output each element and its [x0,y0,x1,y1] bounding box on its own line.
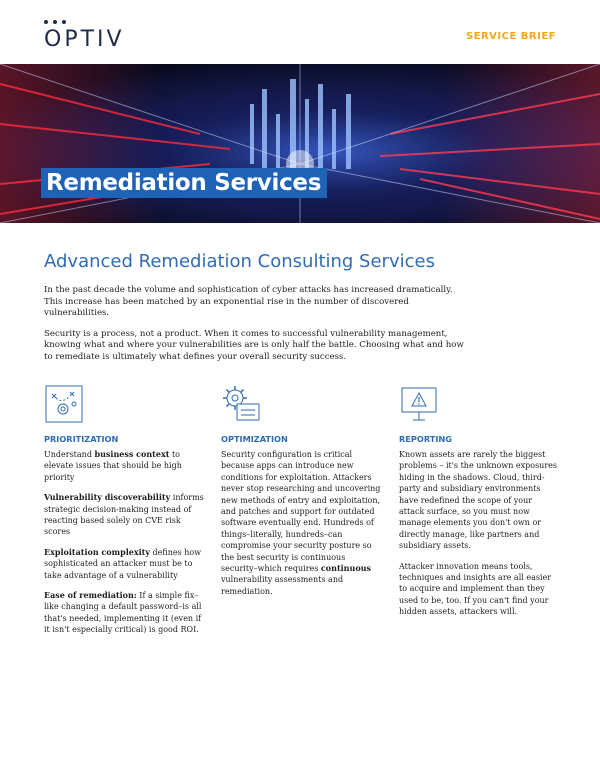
prioritization-paragraph-1 [44,449,204,483]
text: Understand [44,450,95,459]
optiv-logo [44,18,124,54]
intro-p1-line1: In the past decade the volume and sophistication of cyber attacks has increased dramatically. [44,285,453,295]
emphasis: business context [94,449,170,459]
intro-paragraph-1 [44,285,474,320]
emphasis: continuous [320,563,371,574]
emphasis: Vulnerability discoverability [44,492,171,503]
text: defines how sophisticated an attacker must be to take advantage of a vulnerability [44,547,202,580]
column-reporting [399,384,559,627]
hero-banner [0,64,600,223]
intro-paragraph-2: Security is a process, not a product. When it comes to successful vulnerability management, knowing what and where your vulnerabilities are is only half the battle. Choosing what and how to remediate is ultimately what defines your overall security success. [44,328,464,362]
gear-checklist-icon [221,384,261,424]
optimization-title: OPTIMIZATION [221,434,288,444]
reporting-title: REPORTING [399,434,452,444]
text: vulnerability assessments and remediation. [221,575,344,596]
emphasis: Exploitation complexity [44,546,150,557]
reporting-paragraph-1: Known assets are rarely the biggest problems – it's the unknown exposures hiding in the shadows. Cloud, third-party and subsidiary environments have redefined the scope of your attack surface, so you must now manage elements you don't own or directly manage, like partners and subsidiary assets. [399,450,557,551]
column-optimization [221,384,381,606]
header [0,0,600,64]
prioritization-title: PRIORITIZATION [44,434,119,444]
prioritization-paragraph-2 [44,492,204,538]
vulnerability-target-icon [44,384,84,424]
text: informs strategic decision-making instead of reacting based solely on CVE risk scores [44,493,204,537]
monitor-warning-icon [399,384,439,424]
column-prioritization [44,384,204,645]
intro-p1-line2: This increase has been matched by an exponential rise in the number of discovered vulnerabilities. [44,296,409,318]
logo-text: OPTIV [44,27,125,52]
prioritization-paragraph-4 [44,590,204,636]
emphasis: Ease of remediation: [44,590,137,601]
service-brief-label: SERVICE BRIEF [465,31,556,42]
intro-text [44,285,474,372]
text: If a simple fix–like changing a default password–is all that's needed, implementing it (even if it isn't especially critical) is good ROI. [44,591,202,635]
section-heading: Advanced Remediation Consulting Services [44,251,435,272]
optimization-paragraph-1 [221,449,381,597]
text: to elevate issues that should be high priority [44,450,182,482]
logo-dots-icon [44,18,66,26]
hero-title: Remediation Services [41,168,327,198]
hero-cityscape-image [0,64,600,223]
reporting-paragraph-2: Attacker innovation means tools, techniques and insights are all easier to acquire and implement than they used to be, too. If you can't find your hidden assets, attackers will. [399,561,552,617]
prioritization-paragraph-3 [44,547,204,581]
text: Security configuration is critical because apps can introduce new conditions for exploitation. Attackers never stop researching and uncovering new methods of entry and exploitation, and patches and support for outdated software eventually end. Hundreds of things–literally, hundreds–can compromise your security posture so the best security is continuous security–which requires [221,450,381,574]
